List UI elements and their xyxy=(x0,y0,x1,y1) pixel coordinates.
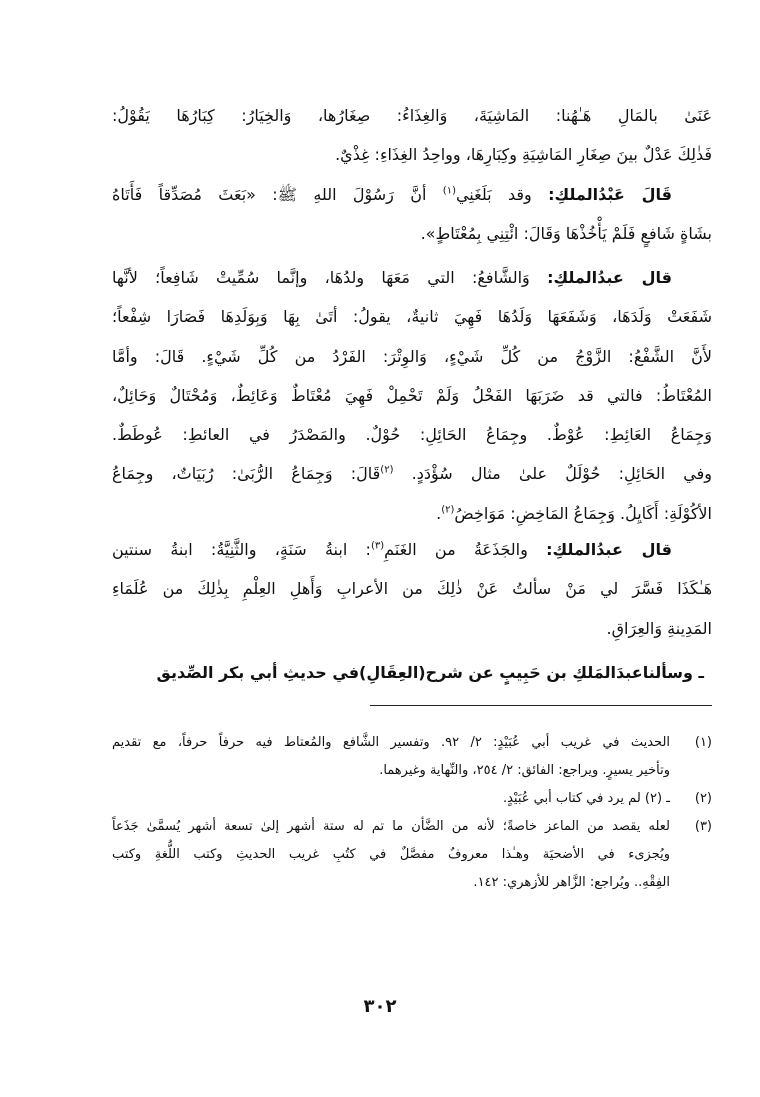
text-line: هَـٰكَذَا فَسَّرَ لي مَنْ سألتُ عَنْ ذٰلِكَ من الأعرابِ وَأَهلِ العِلْمِ بِذٰلِكَ من عُلَمَاءِ xyxy=(112,579,712,599)
footnote-1 xyxy=(112,729,712,785)
text-line: المَدِينةِ وَالعِرَاقِ. xyxy=(606,618,712,638)
text-segment: قَالَ: وَجِمَاعُ الرُّبَىٰ: رُبَيَاتٌ، وجِمَاعُ xyxy=(112,464,381,484)
text-line: عَنَىٰ بالمَالِ هَـٰهُنا: المَاشِيَةَ، وَالغِذَاءُ: صِغَارُها، وَالخِيَارُ: كِبَارُهَا يَقُوْلُ: xyxy=(112,106,712,125)
footnote-ref[interactable]: (١) xyxy=(442,185,456,197)
speaker-label: قَالَ عَبْدُالملكِ: xyxy=(548,185,673,204)
text-line xyxy=(112,454,712,493)
text-segment: أنَّ رَسُوْلَ اللهِ ﷺ: «بَعَثَ مُصَدِّقاً فَأَتَاهُ xyxy=(112,185,443,204)
text-segment: الأكُوْلَةِ: أَكَايِلُ. وَجِمَاعُ المَاخِضِ: مَوَاخِضُ xyxy=(454,503,712,523)
footnote-line: ـ (٢) لم يرد في كتاب أبي عُبَيْدٍ. xyxy=(502,791,670,806)
footnote-number: (٢) xyxy=(694,791,712,806)
footnote-number: (١) xyxy=(694,735,712,750)
footnote-line: الحديث في غريب أبي عُبَيْدٍ: ٢/ ٩٢. وتفسير الشَّافع والمُعتاط فيه حرفاً حرفاً، مع تقديم xyxy=(112,735,671,750)
text-segment: وقد بَلَغَنِي xyxy=(455,185,549,204)
paragraph-2 xyxy=(112,175,712,254)
speaker-label: قال عبدُالملكِ: xyxy=(546,540,673,559)
text-segment: وَالشَّافعُ: التي مَعَهَا ولدُهَا، وإنَّما سُمِّيتْ شَافِعاً؛ لأنَّها xyxy=(112,268,548,287)
text-line xyxy=(112,494,712,533)
text-line: شَفَعَتْ وَلَدَهَا، وَشَفَعَهَا وَلَدُهَا فَهِيَ ثانيةٌ، يقولُ: أتَىٰ بِهَا وَبِوَلَدِهَا فَصَارَا شِفْعاً؛ xyxy=(112,307,712,327)
footnote-line: ويُجزىء في الأضحيَة وهـٰذا معروفٌ مفصَّلٌ في كتُبِ غريب الحديثِ وكتب اللُّغةِ وكتب xyxy=(112,847,670,862)
footnote-ref[interactable]: (٢) xyxy=(441,504,455,516)
footnote-ref[interactable]: (٢) xyxy=(380,465,394,477)
text-line: فَذٰلِكَ عَدْلٌ بينَ صِغَارِ المَاشِيَةِ وكِبَارِهَا، وواحِدُ الغِذَاءِ: غِذْيٌ. xyxy=(335,145,712,165)
footnote-ref[interactable]: (٣) xyxy=(370,540,385,552)
text-line: وَجِمَاعُ العَائِطِ: عُوْطٌ. وجِمَاعُ الحَائِلِ: حُوْلٌ. والمَصْدَرُ في العائطِ: عُوطَطٌ. xyxy=(112,425,712,445)
text-line: لأَنَّ الشَّفْعُ: الزَّوْجُ من كُلِّ شَيْءٍ، وَالوِتْرَ: الفَرْدُ من كُلِّ شَيْءٍ. قَالَ: وأمَّا xyxy=(112,346,712,366)
text-line xyxy=(112,258,712,297)
page-number: ٣٠٢ xyxy=(363,996,397,1017)
heading-text: ـ وسألناعبدَالمَلكِ بن حَبِيبٍ عن شرح(العِقَالِ)في حديثِ أبي بكر الصِّديق xyxy=(156,663,704,682)
text-line xyxy=(112,175,712,214)
paragraph-4 xyxy=(112,530,712,648)
text-segment: والجَذَعَةُ من الغَنَمِ xyxy=(384,540,547,559)
footnotes xyxy=(112,729,712,897)
footnote-line: الفِقْهِ.. ويُراجع: الزَّاهر للأزهري: ١٤٢. xyxy=(473,875,670,890)
footnote-line: لعله يقصد من الماعز خاصةً؛ لأنه من الضَّأن ما تم له ستة أشهر إلىٰ تسعة أشهر يُسمَّىٰ جَذَعاً xyxy=(112,819,670,834)
paragraph-3 xyxy=(112,258,712,533)
text-segment: . xyxy=(436,503,442,523)
text-segment: وفي الحَائِلِ: حُوْلَلٌ علىٰ مثال سُؤْدَدٍ. xyxy=(393,464,712,484)
text-line: المُعْتَاطُ: فالتي قد ضَرَبَهَا الفَحْلُ وَلَمْ تَحْمِلْ فَهِيَ مُعْتَاطٌ وَعَائِطٌ، وَمُحْتَالٌ وَحَائِلٌ، xyxy=(112,385,712,405)
footnote-2 xyxy=(112,785,712,813)
footnote-number: (٣) xyxy=(694,819,712,834)
paragraph-1 xyxy=(112,96,712,175)
text-line xyxy=(112,530,712,569)
speaker-label: قال عبدُالملكِ: xyxy=(547,268,673,287)
text-segment: : ابنةُ سَنَةٍ، والثَّنِيَّةُ: ابنةُ سنتين xyxy=(112,540,371,559)
text-line: بشَاةٍ شَافعٍ فَلَمْ يَأْخُذْهَا وَقَالَ: ائْتِنِي بِمُعْتَاطٍ». xyxy=(420,224,712,244)
footnote-separator xyxy=(370,705,712,706)
footnote-3 xyxy=(112,813,712,897)
section-heading xyxy=(112,653,712,692)
footnote-line: وتأخير يسيرٍ. ويراجع: الفائق: ٢/ ٢٥٤، والنِّهاية وغيرهما. xyxy=(379,763,670,778)
